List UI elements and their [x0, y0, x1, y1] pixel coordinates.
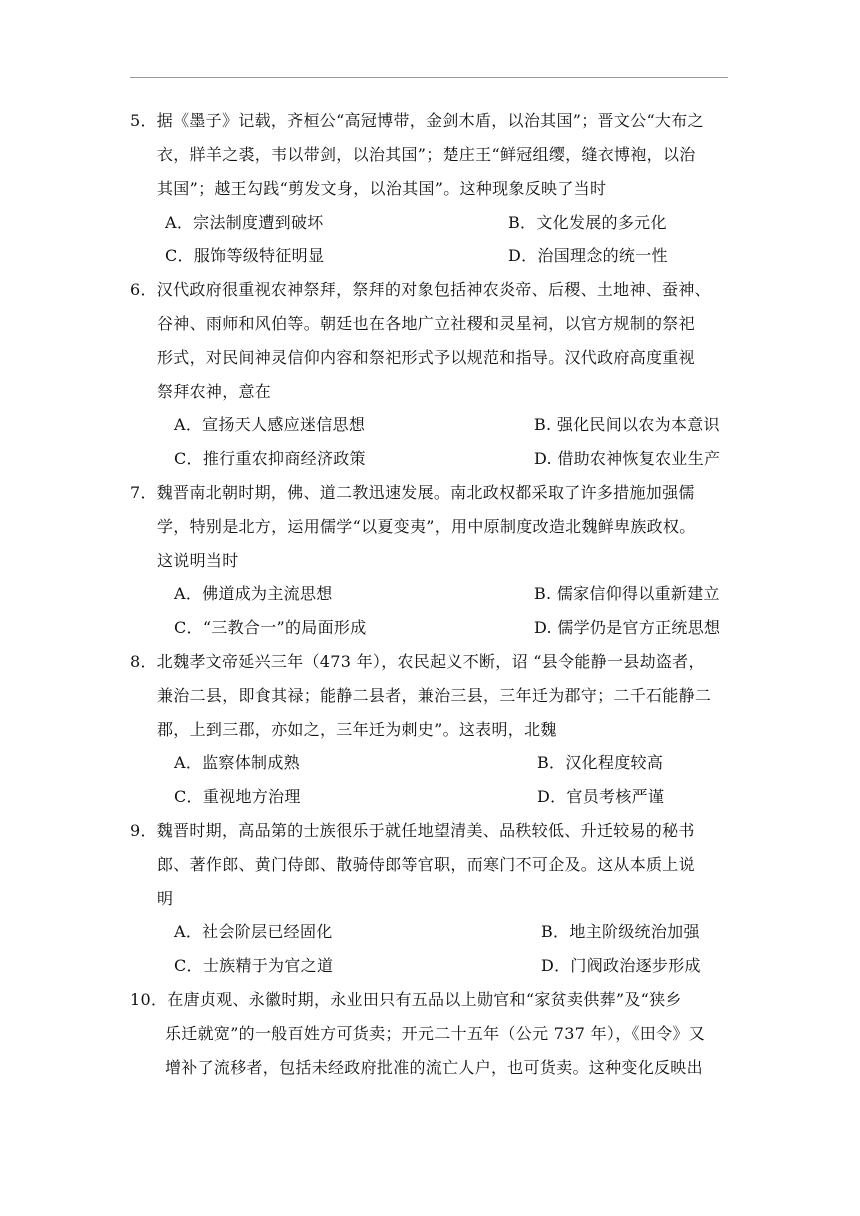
question-8-line-1: 8．北魏孝文帝延兴三年（473 年），农民起义不断，诏 “县令能静一县劫盗者，: [130, 652, 705, 671]
question-9-line-1: 9．魏晋时期，高品第的士族很乐于就任地望清美、品秩较低、升迁较易的秘书: [130, 821, 695, 840]
question-10-line-2: 乐迁就宽”的一般百姓方可货卖；开元二十五年（公元 737 年），《田令》又: [165, 1024, 705, 1043]
question-6-line-3: 形式，对民间神灵信仰内容和祭祀形式予以规范和指导。汉代政府高度重视: [157, 348, 695, 367]
question-7-option-b: B. 儒家信仰得以重新建立: [534, 584, 720, 603]
question-10-line-1: 10．在唐贞观、永徽时期，永业田只有五品以上勋官和“家贫卖供葬”及“狭乡: [130, 990, 682, 1009]
question-6-option-c: C．推行重农抑商经济政策: [174, 449, 366, 468]
question-5-line-3: 其国”；越王勾践“剪发文身，以治其国”。这种现象反映了当时: [157, 179, 607, 198]
question-5-line-1: 5．据《墨子》记载，齐桓公“高冠博带，金剑木盾，以治其国”；晋文公“大布之: [130, 111, 704, 130]
question-9-line-2: 郎、著作郎、黄门侍郎、散骑侍郎等官职，而寒门不可企及。这从本质上说: [157, 855, 695, 874]
question-6-option-a: A．宣扬天人感应迷信思想: [174, 415, 366, 434]
question-6-line-1: 6．汉代政府很重视农神祭拜，祭拜的对象包括神农炎帝、后稷、土地神、蚕神、: [130, 280, 711, 299]
question-7-option-d: D. 儒学仍是官方正统思想: [534, 618, 721, 637]
question-8-option-c: C．重视地方治理: [174, 787, 301, 806]
question-5-option-c: C．服饰等级特征明显: [165, 246, 325, 265]
question-6-option-b: B. 强化民间以农为本意识: [534, 415, 720, 434]
question-8-option-d: D．官员考核严谨: [537, 787, 665, 806]
question-7-line-2: 学，特别是北方，运用儒学“以夏变夷”，用中原制度改造北魏鲜卑族政权。: [157, 517, 696, 536]
question-8-option-b: B．汉化程度较高: [537, 753, 664, 772]
header-rule: [130, 77, 728, 78]
question-9-option-b: B．地主阶级统治加强: [541, 922, 700, 941]
question-8-option-a: A．监察体制成熟: [174, 753, 300, 772]
question-9-option-a: A．社会阶层已经固化: [174, 922, 333, 941]
question-7-option-c: C．“三教合一”的局面形成: [174, 618, 367, 637]
question-6-line-4: 祭拜农神，意在: [157, 382, 272, 401]
question-8-line-2: 兼治二县，即食其禄；能静二县者，兼治三县，三年迁为郡守；二千石能静二: [157, 686, 712, 705]
question-10-line-3: 增补了流移者，包括未经政府批准的流亡人户，也可货卖。这种变化反映出: [165, 1058, 703, 1077]
question-6-line-2: 谷神、雨师和风伯等。朝廷也在各地广立社稷和灵星祠，以官方规制的祭祀: [157, 314, 695, 333]
question-7-line-1: 7．魏晋南北朝时期，佛、道二教迅速发展。南北政权都采取了许多措施加强儒: [130, 483, 695, 502]
question-9-option-c: C．士族精于为官之道: [174, 956, 334, 975]
question-9-line-3: 明: [157, 889, 174, 908]
question-8-line-3: 郡，上到三郡，亦如之，三年迁为刺史”。这表明，北魏: [157, 720, 557, 739]
question-6-option-d: D. 借助农神恢复农业生产: [534, 449, 721, 468]
question-9-option-d: D．门阀政治逐步形成: [541, 956, 701, 975]
question-7-line-3: 这说明当时: [157, 551, 239, 570]
question-5-option-a: A．宗法制度遭到破坏: [165, 213, 324, 232]
question-7-option-a: A．佛道成为主流思想: [174, 584, 333, 603]
question-5-line-2: 衣，牂羊之裘，韦以带剑，以治其国”；楚庄王“鲜冠组缨，缝衣博袍，以治: [157, 145, 696, 164]
question-5-option-d: D．治国理念的统一性: [508, 246, 668, 265]
question-5-option-b: B．文化发展的多元化: [508, 213, 667, 232]
